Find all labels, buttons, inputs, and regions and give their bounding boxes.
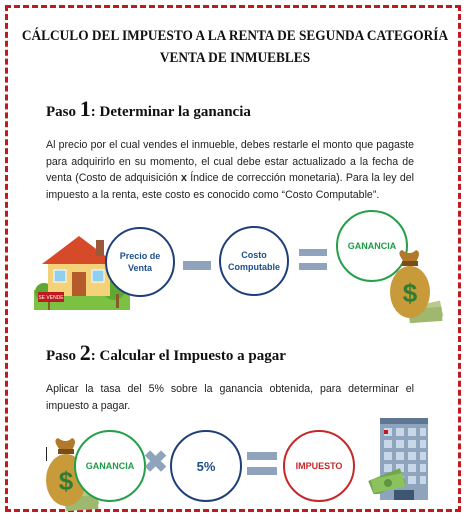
- equals-operator-bottom-step2: [247, 467, 277, 475]
- equals-operator-top-step2: [247, 452, 277, 460]
- costo-line1: Costo: [241, 250, 267, 260]
- ganancia-circle-step2: [74, 430, 146, 502]
- ganancia-label: GANANCIA: [347, 241, 397, 251]
- rate-label: 5%: [196, 458, 216, 474]
- step1-prefix: Paso: [46, 104, 80, 120]
- step1-heading: [46, 96, 251, 122]
- equals-operator-bottom: [299, 263, 327, 270]
- step1-text-b: Índice de corrección monetaria). Para la ley del impuesto a la renta, este costo es conocido como “Costo Computable”.: [46, 172, 414, 201]
- multiply-operator: ✖: [143, 446, 169, 479]
- step2-paragraph: Aplicar la tasa del 5% sobre la ganancia obtenida, para determinar el impuesto a pagar.: [46, 383, 414, 412]
- precio-venta-circle: [105, 227, 175, 297]
- page-title-line1: CÁLCULO DEL IMPUESTO A LA RENTA DE SEGUNDA CATEGORÍA: [21, 28, 449, 44]
- ganancia-label-step2: GANANCIA: [85, 461, 135, 471]
- step1-text-a: Al precio por el cual vendes el inmueble, debes restarle el monto que pagaste para adquirirlo en su momento, el cual debe estar actualizado a la fecha de venta (Costo de adquisición: [46, 139, 414, 184]
- bills-icon: [368, 466, 408, 494]
- precio-line2: Venta: [127, 263, 152, 273]
- step2-label: : Calcular el Impuesto a pagar: [90, 348, 286, 364]
- sale-sign-text: SE VENDE: [38, 295, 64, 301]
- step2-prefix: Paso: [46, 348, 80, 364]
- rate-circle: [170, 430, 242, 502]
- svg-text:$: $: [58, 466, 74, 496]
- impuesto-circle: [283, 430, 355, 502]
- equals-operator-top: [299, 249, 327, 256]
- precio-line1: Precio de: [119, 251, 161, 261]
- svg-text:$: $: [402, 278, 418, 308]
- money-bag-icon: [386, 248, 444, 324]
- costo-computable-circle: [219, 226, 289, 296]
- step1-number: 1: [79, 96, 91, 121]
- costo-line2: Computable: [227, 262, 280, 272]
- page-title-line2: VENTA DE INMUEBLES: [159, 50, 311, 66]
- minus-operator: [183, 261, 211, 270]
- impuesto-label: IMPUESTO: [295, 461, 343, 471]
- step1-text-bold: x: [181, 172, 187, 184]
- step1-label: : Determinar la ganancia: [90, 104, 251, 120]
- step1-paragraph: [46, 137, 414, 203]
- step2-heading: [46, 340, 286, 366]
- step2-number: 2: [79, 340, 91, 365]
